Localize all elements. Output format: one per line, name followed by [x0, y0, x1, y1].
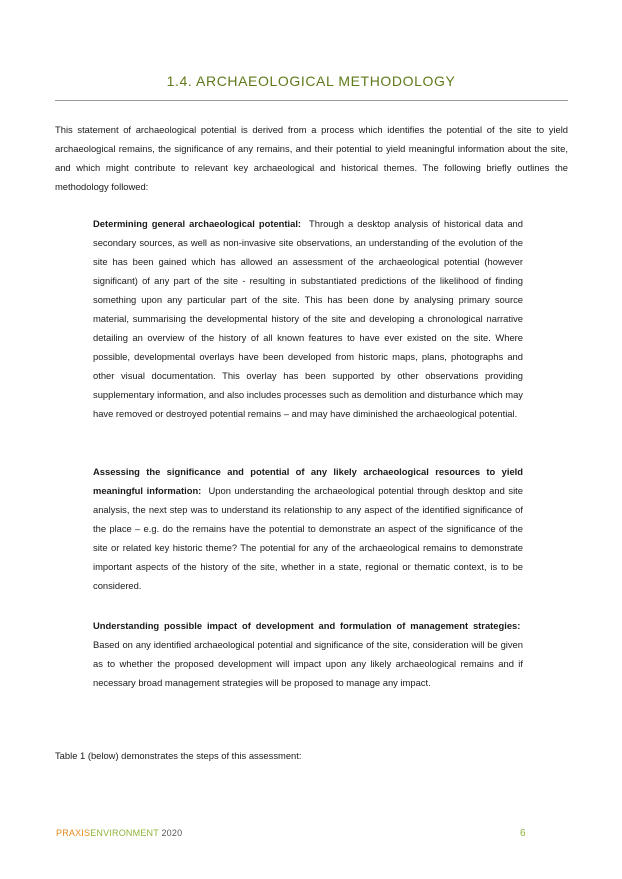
step-paragraph-2 [93, 462, 523, 595]
footer-brand [56, 828, 182, 838]
step-paragraph-1 [93, 214, 523, 423]
page-number: 6 [520, 828, 526, 839]
step-body-2: Upon understanding the archaeological potential through desktop and site analysis, the next step was to understand its relationship to any aspect of the identified significance of the place – e.g. do the remains have the potential to demonstrate an aspect of the significance of the site or related key historic theme? The potential for any of the archaeological remains to demonstrate important aspects of the history of the site, whether in a state, regional or thematic context, is to be considered. [93, 485, 523, 591]
step-body-1: Through a desktop analysis of historical data and secondary sources, as well as non-invasive site observations, an understanding of the evolution of the site has been gained which has allowed an assessment of the archaeological potential (however significant) of any part of the site - resulting in substantiated predictions of the likelihood of finding something upon any particular part of the site. This has been done by analysing primary source material, summarising the developmental history of the site and developing a chronological narrative detailing an overview of the history of all known features to have ever existed on the site. Where possible, developmental overlays have been developed from historic maps, plans, photographs and other visual documentation. This overlay has been supported by other observations providing supplementary information, and also includes processes such as demolition and disturbance which may have removed or destroyed potential remains – and may have diminished the archaeological potential. [93, 218, 523, 419]
table-reference-note: Table 1 (below) demonstrates the steps of this assessment: [55, 750, 302, 761]
intro-paragraph: This statement of archaeological potential is derived from a process which identifies the potential of the site to yield archaeological remains, the significance of any remains, and their potential to yield meaningful information about the site, and which might contribute to relevant key archaeological and historical themes. The following briefly outlines the methodology followed: [55, 124, 568, 192]
step-title-3: Understanding possible impact of development and formulation of management strategies: [93, 620, 521, 631]
step-body-3: Based on any identified archaeological potential and significance of the site, consideration will be given as to whether the proposed development will impact upon any likely archaeological remains and if necessary broad management strategies will be proposed to manage any impact. [93, 639, 523, 688]
step-paragraph-3 [93, 616, 523, 692]
heading-divider [55, 100, 568, 101]
step-title-1: Determining general archaeological potential: [93, 218, 302, 229]
footer-year: 2020 [161, 828, 183, 838]
brand-environment: ENVIRONMENT [90, 828, 159, 838]
step-title-2: Assessing the significance and potential of any likely archaeological resources to yield meaningful information: [93, 466, 523, 496]
brand-praxis: PRAXIS [56, 828, 91, 838]
section-heading: 1.4. ARCHAEOLOGICAL METHODOLOGY [166, 73, 456, 89]
